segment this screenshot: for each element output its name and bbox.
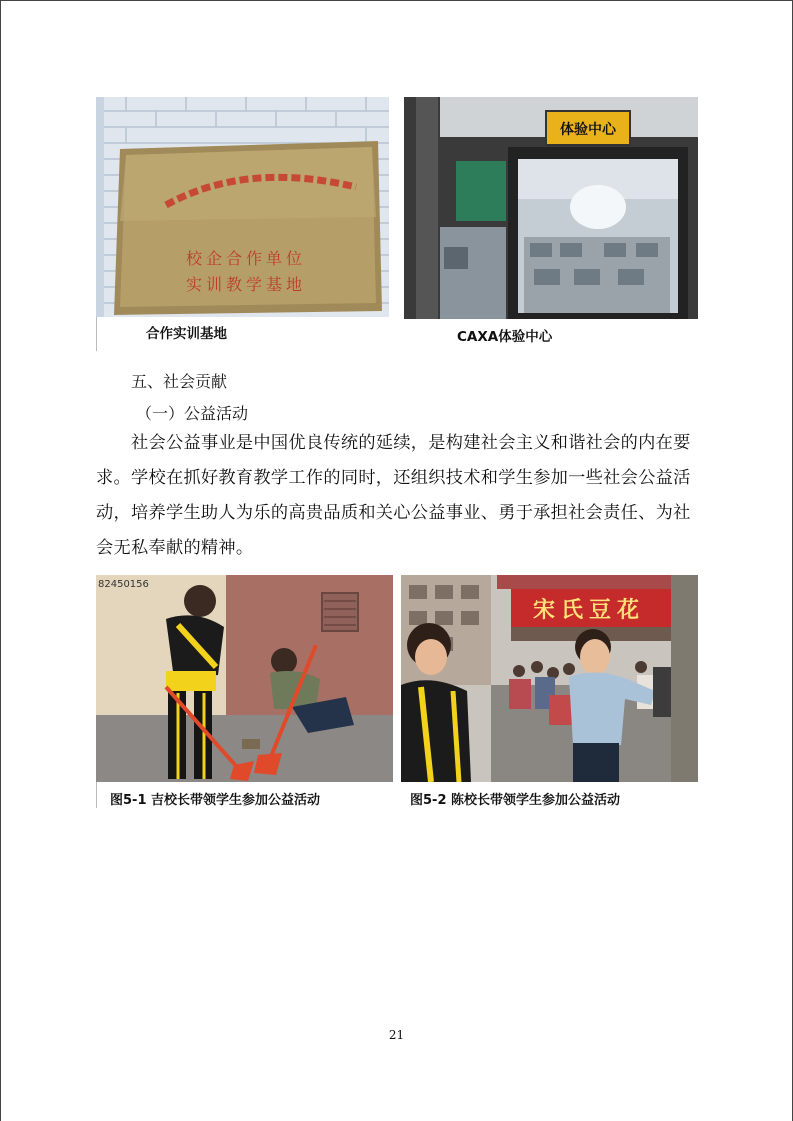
photo-caxa-center — [404, 97, 698, 319]
page-border-left — [0, 0, 1, 1121]
body-paragraph — [96, 426, 696, 566]
caxa-sign-text: 体验中心 — [560, 122, 616, 138]
figure-divider-bottom — [96, 782, 97, 808]
page-border-top — [0, 0, 793, 1]
figure-divider-top — [96, 317, 97, 351]
wall-phone-number: 82450156 — [98, 579, 149, 590]
section-heading: 五、社会贡献 — [131, 372, 228, 391]
paragraph-text: 社会公益事业是中国优良传统的延续，是构建社会主义和谐社会的内在要求。学校在抓好教育教学工作的同时，还组织技术和学生参加一些社会公益活动，培养学生助人为乐的高贵品质和关心公益事业、勇于承担社会责任、为社会无私奉献的精神。 — [96, 433, 691, 558]
plaque-line1: 校企合作单位 — [185, 249, 307, 268]
caption-figure-5-1: 图5-1 吉校长带领学生参加公益活动 — [110, 793, 321, 808]
photo-volunteer-posters — [401, 575, 698, 782]
photo-volunteer-cleaning — [96, 575, 393, 782]
shop-sign-text: 宋氏豆花 — [532, 598, 646, 623]
caption-figure-5-2: 图5-2 陈校长带领学生参加公益活动 — [410, 793, 621, 808]
subsection-heading: （一）公益活动 — [136, 404, 249, 423]
page-number: 21 — [388, 1028, 405, 1042]
plaque-line2: 实训教学基地 — [185, 275, 307, 294]
photo-training-base — [96, 97, 389, 317]
caption-caxa-center: CAXA体验中心 — [457, 329, 553, 345]
caption-training-base: 合作实训基地 — [146, 326, 227, 342]
